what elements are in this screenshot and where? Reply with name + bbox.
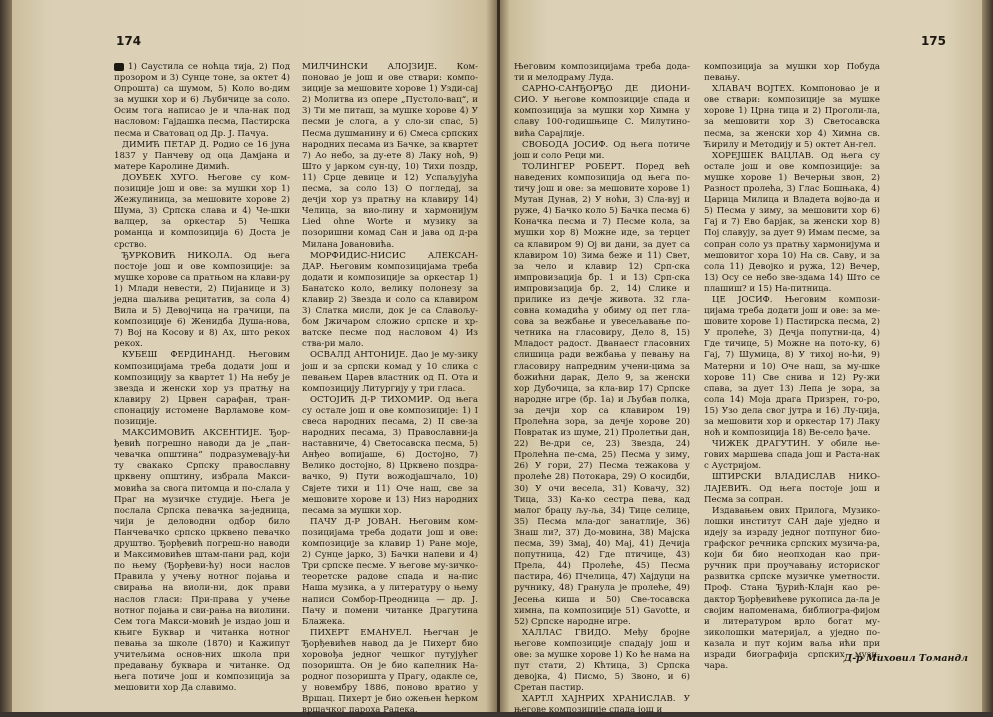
paragraph: МИЛЧИНСКИ АЛОЈЗИЈЕ. Ком-поновао је још и ове ствари: компо-зиције за мешовите хорове 1) Узди-сај 2) Молитва из опере „Пустоло-вац“, и 3) Ти ме питаш, за мушке хорове 4) У песми је слога, а у сло-зи спас, 5) Песма душманину и 6) Смеса српских народних песама из Бачке, за квартет 7) Ао небо, за ду-ете 8) Лаку ноћ, 9) Што у јарком сун-цу, 10) Тихи поздр, 11) Срце девице и 12) Успаљујућа песма, за соло 13) О погледај, за дечји хор уз пратњу на клавиру 14) Челица, за вио-лину и хармонијум Lied ohne Worte и музику за позоришни комад Сан и јава од д-ра Милана Јовановића.: [302, 62, 478, 250]
ink-mark-icon: [114, 63, 124, 71]
paragraph: САРНО-САНЂОРЂО ДЕ ДИОНИ-СИО. У његове композиције спада и композиција за мушки хор Химна у славу 100-годишњице С. Милутино-вића Сарајлије.: [514, 84, 690, 139]
paragraph: ШТИРСКИ ВЛАДИСЛАВ НИКО-ЛАЈЕВИЋ. Од њега постоје још и Песма за сопран.: [704, 472, 880, 505]
page-number-left: 174: [116, 34, 142, 48]
paragraph: композиција за мушки хор Побуда певању.: [704, 62, 880, 84]
paragraph: Његовим композицијама треба дода-ти и мелодраму Луда.: [514, 62, 690, 84]
right-column-1: [514, 62, 690, 716]
paragraph: ЂУРКОВИЋ НИКОЛА. Од њега постоје још и ове композиције: за мушке хорове са пратњом на клави-ру 1) Млади невести, 2) Пијанице и 3) једна шаљива рецитатив, за сола 4) Вила и 5) Девојчица на грачици, па композиције 6) Женидба Душа-нова, 7) Вој на Косову и 8) Ах, што рекох рекох.: [114, 250, 290, 350]
paragraph: ТОЛИНГЕР РОБЕРТ. Поред већ наведених композиција од њега по-тичу још и ове: за мешовите хорове 1) Мутан Дунав, 2) У ноћи, 3) Сла-вуј и руже, 4) Бачко коло 5) Бачка песма 6) Коначка песма и 7) Песме кола, за мушки хор 8) Можне иде, за терцет са клавиром 9) Oj ви дани, за дует са клавиром 10) Зима беже и 11) Свет, за чело и клавир 12) Срп-ска импровизација бр. 1 и 13) Срп-ска импровизација бр. 2, 14) Слике и прилике из дечје живота. 32 гла-совна комадића у обиму од пет гла-сова за вежбање и увесељавање по-четника на гласовиру, Дело 8, 15) Младост радост. Дванаест гласовних слишица ради вежбања у певању на гласовиру напредним учени-цима за божићни дарак, Дело 9, за женски хор Дубочица, за кла-вир 17) Српске народне игре (бр. 1а) и Љубав полка, за дечји хор са клавиром 19) Пролећна зора, за дечје хорове 20) Повратак из шуме, 21) Пролетњи дан, 22) Ве-дри се, 23) Звезда, 24) Пролећна пе-сма, 25) Песма у зиму, 26) У гори, 27) Песма тежакова у пролеће 28) Потокара, 29) О косидби, 30) У очи весела, 31) Ковачу, 32) Тица, 33) Ка-ко сестра пева, кад малог брацу љу-ља, 34) Тице селице, 35) Песма мла-дог занатлије, 36) Знаш ли?, 37) До-мовина, 38) Мајска песма, 39) Змај, 40) Мај, 41) Дечија попутница, 42) Где птичице, 43) Прела, 44) Пролеће, 45) Песма пастира, 46) Пчелица, 47) Хајдуци на ручнику, 48) Гранула је пролеће, 49) Јесења киша и 50) Све-тосавска химна, па композиције 51) Gavotte, и 52) Српске народне игре.: [514, 161, 690, 627]
paragraph: ПАЧУ Д-Р ЈОВАН. Његовим ком-позицијама треба додати још и ове: композиције за клавир 1) Ране моје, 2) Сунце јарко, 3) Бачки напеви и 4) Три српске песме. У његове му-зичко-теоретске радове спада и на-пис Наша музика, а у литературу о њему написи Сомбор-Преодница — др. Ј. Пачу и помени читанке Драгутина Блажека.: [302, 516, 478, 627]
paragraph: ОСВАЛД АНТОНИЈЕ. Дао је му-зику још и за српски комад у 10 слика с певањем Царев властник од П. Ота и композицију Литургију у три гласа.: [302, 350, 478, 394]
paragraph: ОСТОЈИЋ Д-Р ТИХОМИР. Од њега су остале још и ове композиције: 1) I свеса народних песама, 2) II све-за народних песама, 3) Православни-ја наставниче, 4) Светосавска песма, 5) Анђео вопијаше, 6) Достојно, 7) Велико достојно, 8) Црквено поздра-вачко, 9) Пути вожодјашчало, 10) Свјете тихи и 11) Оче наш, све за мешовите хорове и 13) Низ народних песама за мушки хор.: [302, 394, 478, 516]
paragraph: ПИХЕРТ ЕМАНУЕЛ. Његчан је Ђорђевићев навод да је Пихерт био хоровођа једног чешког путујућег позоришта. Он је био капелник На-родног позоришта у Прагу, одакле се, у новембру 1886, поново вратио у Вршац. Пихерт је био ожењен ћерком вршачког пароха Радека.: [302, 627, 478, 716]
paragraph: ЧИЖЕК ДРАГУТИН. У обиле ње-гових маршева спада још и Раста-нак с Аустријом.: [704, 439, 880, 472]
left-column-2: [302, 62, 478, 716]
left-column-1: [114, 62, 290, 692]
page-number-right: 175: [920, 34, 946, 48]
paragraph: МАКСИМОВИЋ АКСЕНТИЈЕ. Ђор-ђевић погрешно наводи да је „пан-чевачка општина“ подразумевају-ћи ту свакако Српску православну црквену општину, избрала Макси-мовића за свога питомца и по-слала у Праг на музичке студије. Њега је послала Српска певачка за-једница, чији је деловодни одбор било Панчевачко српско црквено певачко друштво. Ђорђевић погреш-но наводи и Максимовићев штам-пани рад, који по њему (Ђорђеви-ћу) носи наслов Правила у учењу нотног појања и свирања на виоли-ни, док прави наслов гласи: При-права у учење нотног појања и сви-рања на виолини. Сем тога Макси-мовић је издао још и књиге Буквар и читанка нотног певања за школе (1870) и Кажипут учитељима основ-них школа при предавању буквара и читанке. Од њега потиче још и композиција за мешовити хор Да славимо.: [114, 428, 290, 694]
paragraph: ЦЕ ЈОСИФ. Његовим компози-цијама треба додати још и ове: за ме-шовите хорове 1) Пастирска песма, 2) У пролеће, 3) Дечја попутни-ца, 4) Где тичице, 5) Можне на пото-ку, 6) Гај, 7) Шумица, 8) У тихој но-ћи, 9) Матерни и 10) Оче наш, за му-шке хорове 11) Све снива и 12) Ру-жи спава, за дует 13) Лепа је зора, за сола 14) Моја драга Призрен, го-ро, 15) Узо дела свог јутра и 16) Лу-ција, за мешовити хор и оркестар 17) Лаку ноћ и композиција 18) Ве-село ђаче.: [704, 294, 880, 439]
paragraph: ХЛАВАЧ ВОЈТЕХ. Компоновао је и ове ствари: композиције за мушке хорове 1) Црна тица и 2) Проголи-ла, за мешовити хор 3) Светосавска песма, за женски хор 4) Химна св. Ћирилу и Методију и 5) октет Ан-гел.: [704, 84, 880, 150]
paragraph: 1) Саустила се ноћца тија, 2) Под прозором и 3) Сунце тоне, за октет 4) Опрошта) са шумом, 5) Коло во-дим за мушки хор и 6) Љубичице за соло. Осим тога написао је и чла-нак под насловом: Гајдашка песма, Пастирска песма и Сватовац од Др. Ј. Пачуа.: [114, 62, 290, 139]
left-page: [12, 0, 497, 716]
paragraph: КУБЕШ ФЕРДИНАНД. Његовим композицијама треба додати још и композицију за квартет 1) На небу је звезда и женски хор уз пратњу на клавиру 2) Црвен сарафан, тран-спонацију истомене Варламове ком-позиције.: [114, 350, 290, 427]
spine-shadow: [486, 0, 510, 712]
paragraph: Издавањем ових Прилога, Музико-лошки институт САН даје уједно и идеју за израду једног потпуног био-графског речника српских музича-ра, који би био неопходан као при-ручник при проучавању историског развитка српске музичке уметности. Проф. Стана Ђурић-Клајн као ре-дактор Ђорђевићеве рукописа да-ла је својим напоменама, библиогра-фијом и литературом врло богат му-зиколошки материјал, а уједно по-казала и пут којим ваља ићи при изради биографија српских музи-чара.: [704, 505, 880, 672]
paragraph: ХОРЕЈШЕК ВАЦЛАВ. Од њега су остале још и ове композиције: за мушке хорове 1) Вечерњи звон, 2) Разност пролећа, 3) Глас Бошњака, 4) Царица Милица и Владета војво-да и 5) Песма у зиму, за мешовити хор 6) Гај и 7) Ево барјак, за женски хор 8) Поj славују, за дует 9) Имам песме, за сопран соло уз пратњу хармонијума и мешовитог хора 10) На св. Саву, и за сола 11) Девојко и ружа, 12) Вечер, 13) Осу се небо зве-здама 14) Што се плашиш? и 15) На-питница.: [704, 150, 880, 294]
paragraph: МОРФИДИС-НИСИС АЛЕКСАН-ДАР. Његовим композицијама треба додати и композиције за оркестар 1) Банатско коло, велику полонезу за клавир 2) Звезда и соло са клавиром 3) Слатка мисли, док је са Славољу-бом Јжичаром сложио српске и хр-ватске песме под насловом 4) Из ства-ри мало.: [302, 250, 478, 350]
right-page: [500, 0, 982, 716]
book-edge-right: [982, 0, 993, 712]
paragraph: СВОБОДА ЈОСИФ. Од њега потиче још и соло Реци ми.: [514, 139, 690, 161]
paragraph: ДИМИЋ ПЕТАР Д. Родио се 16 јуна 1837 у Панчеву од оца Дамјана и матере Каролине Димић.: [114, 139, 290, 172]
paragraph: ХАЛЛАС ГВИДО. Међу бројне његове композиције спадају још и ове: за мушке хорове 1) Ко ће нама на пут стати, 2) Кћтица, 3) Српска девојка, 4) Писмо, 5) Звоно, и 6) Сретан пастир.: [514, 627, 690, 694]
paragraph: ХАРТЛ ХАЈНРИХ ХРАНИСЛАВ. У његове композиције спада још и: [514, 694, 690, 716]
paragraph: ДОУБЕК ХУГО. Његове су ком-позиције још и ове: за мушки хор 1) Жежулиница, за мешовите хорове 2) Шума, 3) Српска слава и 4) Че-шки валцер, за оркестар 5) Чешка романца и композиција 6) Доста је срство.: [114, 172, 290, 250]
book-edge-left: [0, 0, 12, 712]
right-column-2: [704, 62, 880, 692]
author-signature: Д-р Миховил Томандл: [843, 653, 968, 664]
